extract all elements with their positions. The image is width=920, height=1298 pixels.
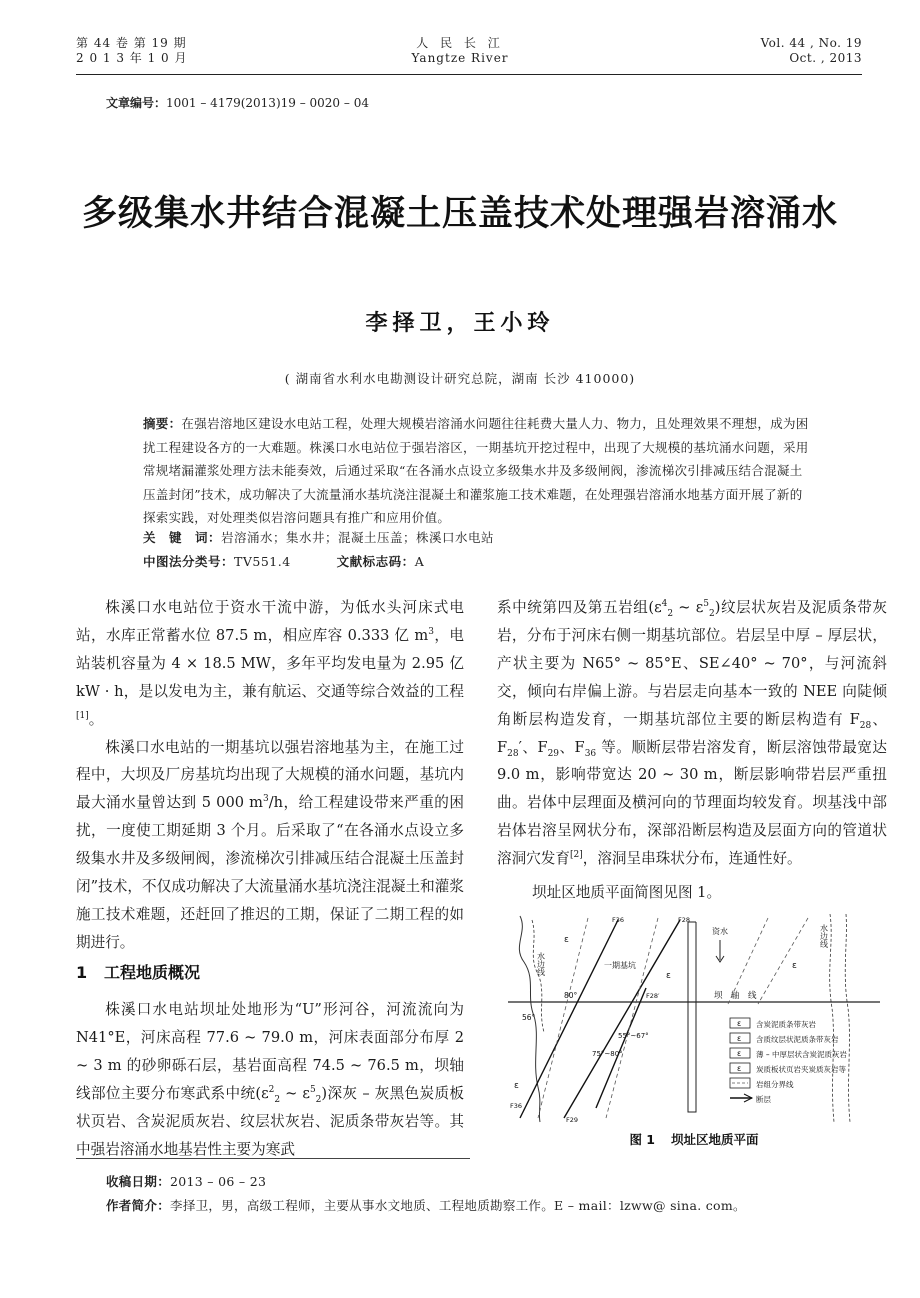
label-angle-3: 55°~67°	[618, 1032, 649, 1040]
legend-sym-4: ε	[737, 1064, 742, 1073]
journal-name-cn: 人 民 长 江	[416, 36, 504, 50]
legend-text-6: 断层	[756, 1095, 771, 1104]
left-column	[76, 594, 464, 957]
right-column	[497, 594, 887, 873]
abstract	[143, 412, 815, 530]
article-number-value: 1001 – 4179(2013)19 – 0020 – 04	[166, 96, 369, 110]
author-bio-text: 李择卫，男，高级工程师，主要从事水文地质、工程地质勘察工作。E – mail：lzww@ sina. com。	[170, 1198, 746, 1213]
article-number-label: 文章编号：	[106, 96, 167, 110]
label-water-right: 水边线	[819, 924, 829, 948]
journal-issue-en	[761, 36, 862, 66]
legend-text-5: 岩组分界线	[756, 1080, 794, 1089]
issue-date-en: Oct. , 2013	[789, 51, 862, 65]
map-legend	[730, 1018, 848, 1104]
abstract-label: 摘要：	[143, 416, 182, 431]
fault-f28	[564, 920, 680, 1118]
legend-text-2: 含质纹层状泥质条带灰岩	[756, 1035, 839, 1044]
label-epsilon-d: ε	[514, 1081, 519, 1091]
doc-code-value: A	[414, 554, 425, 569]
strata-boundary-2	[606, 918, 658, 1118]
author-bio	[106, 1196, 746, 1214]
legend-text-3: 薄 – 中厚层状含炭泥质灰岩	[756, 1050, 848, 1059]
legend-sym-2: ε	[737, 1034, 742, 1043]
header-rule	[76, 74, 862, 75]
right-water-line	[830, 914, 834, 1122]
label-epsilon-b: ε	[666, 971, 671, 981]
paragraph-background: 株溪口水电站的一期基坑以强岩溶地基为主，在施工过程中，大坝及厂房基坑均出现了大规模的涌水问题，基坑内最大涌水量曾达到 5 000 $m^3/h$，给工程建设带来严重的困扰，一度使工期延期 3 个月。后采取了“在各涌水点设立多级集水井及多级闸阀，渗流梯次引排减压结合混凝土压盖封闭”技术，不仅成功解决了大流量涌水基坑浇注混凝土和灌浆施工技术难题，还赶回了推迟的工期，保证了二期工程的如期进行。	[76, 738, 464, 951]
left-column-section	[76, 996, 464, 1163]
legend-sym-3: ε	[737, 1049, 742, 1058]
paper-title: 多级集水井结合混凝土压盖技术处理强岩溶涌水	[81, 194, 838, 234]
right-water-line-2	[845, 914, 850, 1122]
label-angle-1: 80°	[564, 991, 578, 1000]
issue-date: 2 0 1 3 年 1 0 月	[76, 51, 188, 65]
label-angle-4: 75°~80°	[592, 1050, 623, 1058]
label-epsilon-c: ε	[792, 961, 797, 971]
label-pit: 一期基坑	[604, 961, 636, 970]
keywords-text: 岩溶涌水；集水井；混凝土压盖；株溪口水电站	[221, 530, 495, 545]
paragraph-strata: 系中统第四及第五岩组($\varepsilon^4_2$ ~ $\varepsilon^5_2$)纹层状灰岩及泥质条带灰岩，分布于河床右侧一期基坑部位。岩层呈中厚 – 厚层状，产状主要为 N65° ~ 85°E、SE∠40° ~ 70°，与河流斜交，倾向右岸偏上游。与岩层走向基本一致的 NEE 向陡倾角断层构造发育，一期基坑部位主要的断层构造有 $F_{28}$、$F_{28}'$、$F_{29}$、$F_{36}$ 等。顺断层带岩溶发育，断层溶蚀带最宽达 9.0 m，影响带宽达 20 ~ 30 m，断层影响带岩层严重扭曲。岩体中层理面及横河向的节理面均较发育。坝基浅中部岩体岩溶呈网状分布，深部沿断层构造及层面方向的管道状溶洞穴发育[2]，溶洞呈串珠状分布，连通性好。	[497, 599, 887, 868]
label-water-left: 水边线	[536, 952, 546, 976]
strata-boundary-1	[538, 918, 588, 1118]
keywords	[143, 528, 494, 546]
received-value: 2013 – 06 – 23	[170, 1174, 267, 1189]
affiliation: ( 湖南省水利水电勘测设计研究总院，湖南 长沙 410000)	[284, 371, 636, 386]
section-heading	[76, 960, 200, 983]
label-dam-axis: 坝 轴 线	[714, 991, 757, 1001]
author-bio-label: 作者简介：	[106, 1198, 171, 1213]
authors: 李择卫，王小玲	[365, 310, 555, 336]
figure-reference: 坝址区地质平面简图见图 1。	[532, 884, 722, 901]
label-angle-2: 56°	[522, 1013, 536, 1022]
pit-boundary	[688, 922, 696, 1112]
footnote-rule	[76, 1158, 470, 1159]
label-f36b: F36	[510, 1102, 523, 1110]
legend-text-1: 含炭泥质条带灰岩	[756, 1020, 816, 1029]
keywords-label: 关 键 词：	[143, 530, 222, 545]
paragraph-intro: 株溪口水电站位于资水干流中游，为低水头河床式电站，水库正常蓄水位 87.5 m，相应库容 0.333 亿 $m^3$，电站装机容量为 4 × 18.5 MW，多年平均发电量为 2.95 亿 kW · h，是以发电为主，兼有航运、交通等综合效益的工程[1]。	[76, 599, 464, 728]
figure-caption-title: 坝址区地质平面	[671, 1132, 759, 1147]
article-number	[106, 94, 369, 111]
label-f36: F36	[612, 916, 625, 924]
label-epsilon-a: ε	[564, 935, 569, 945]
section-number: 1	[76, 963, 88, 982]
label-f28p: F28′	[646, 992, 660, 1000]
classification	[143, 552, 424, 570]
fault-f29	[596, 988, 646, 1108]
paragraph-geology: 株溪口水电站坝址处地形为“U”形河谷，河流流向为 N41°E，河床高程 77.6 ~ 79.0 m，河床表面部分布厚 2 ~ 3 m 的砂卵砾石层，基岩面高程 74.5 ~ 76.5 m，坝轴线部位主要分布寒武系中统($\varepsilon^2_2$ ~ $\varepsilon^5_2$)深灰 – 灰黑色炭质板状页岩、含炭泥质灰岩、纹层状灰岩、泥质条带灰岩等。其中强岩溶涌水地基岩性主要为寒武	[76, 1001, 464, 1158]
issue-volume-en: Vol. 44 , No. 19	[760, 36, 862, 50]
legend-text-4: 炭质板状页岩夹炭质灰岩等	[756, 1065, 846, 1074]
abstract-text: 在强岩溶地区建设水电站工程，处理大规模岩溶涌水问题往往耗费大量人力、物力，且处理效果不理想，成为困扰工程建设各方的一大难题。株溪口水电站位于强岩溶区，一期基坑开挖过程中，出现了大规模的基坑涌水问题，采用常规堵漏灌浆处理方法未能奏效，后通过采取“在各涌水点设立多级集水井及多级闸阀，渗流梯次引排减压结合混凝土压盖封闭”技术，成功解决了大流量涌水基坑浇注混凝土和灌浆施工技术难题，在处理强岩溶涌水地基方面开展了新的探索实践，对处理类似岩溶问题具有推广和应用价值。	[143, 416, 809, 526]
label-f28: F28	[678, 916, 691, 924]
received-date	[106, 1172, 266, 1190]
clc-label: 中图法分类号：	[143, 554, 235, 569]
figure-caption-number: 图 1	[629, 1132, 656, 1147]
section-title: 工程地质概况	[104, 963, 201, 982]
legend-sym-1: ε	[737, 1019, 742, 1028]
clc-value: TV551.4	[234, 554, 291, 569]
doc-code-label: 文献标志码：	[336, 554, 415, 569]
strata-boundary-4	[758, 918, 808, 1004]
figure-caption	[508, 1130, 880, 1148]
journal-name-en: Yangtze River	[411, 51, 509, 65]
issue-volume: 第 44 卷 第 19 期	[76, 36, 187, 50]
received-label: 收稿日期：	[106, 1174, 171, 1189]
label-slag: 资水	[712, 927, 728, 936]
label-f29: F29	[566, 1116, 579, 1124]
geology-map	[508, 912, 880, 1124]
